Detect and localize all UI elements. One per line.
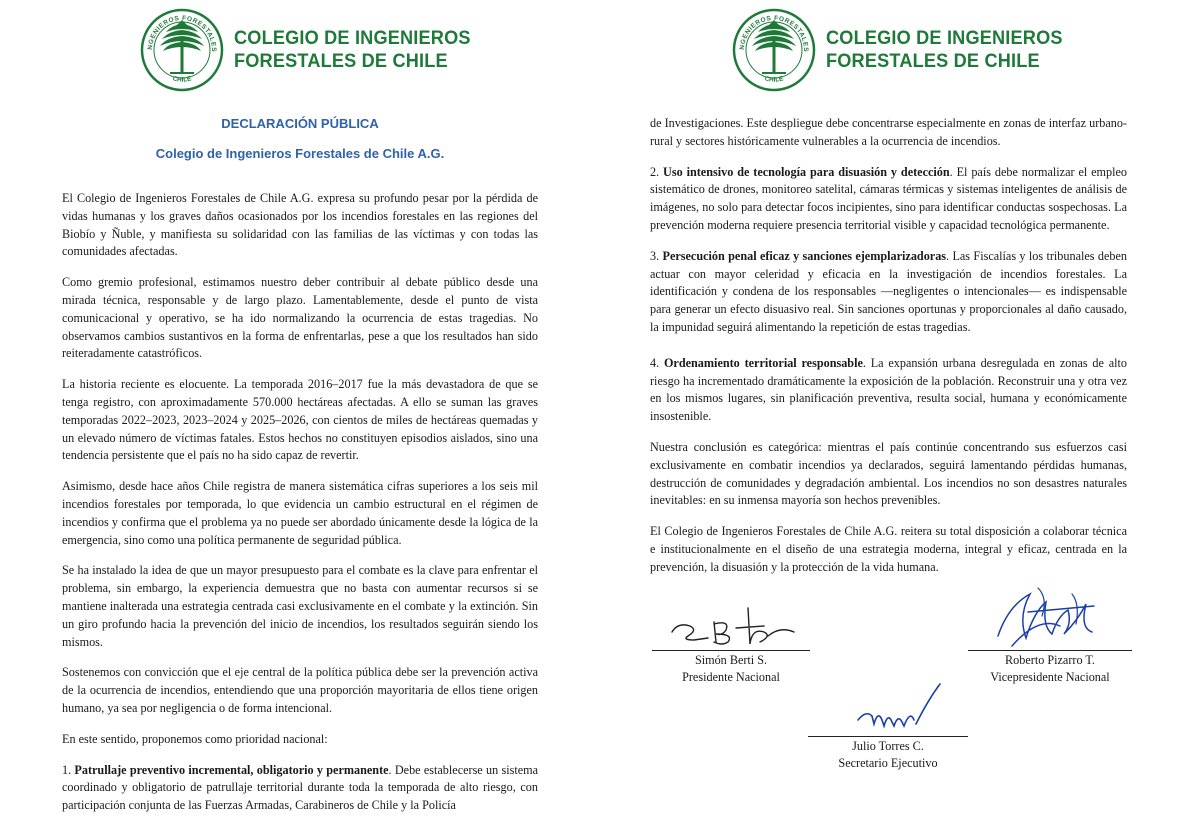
proposal-2: 2. Uso intensivo de tecnología para disuasión y detección. El país debe normalizar el empleo sistemático de drones, monitoreo satelital, cámaras térmicas y sistemas inteligentes de análisis de imágenes, no solo para detectar focos incipientes, sino para identificar conductas sospechosas. La prevención moderna requiere presencia territorial visible y capacidad tecnológica permanente. [650,164,1128,232]
signatory-role: Secretario Ejecutivo [838,756,938,770]
paragraph: El Colegio de Ingenieros Forestales de Chile A.G. expresa su profundo pesar por la pérdida de vidas humanas y los graves daños ocasionados por los incendios forestales en las regiones del Biobío y Ñuble, y manifiesta su solidaridad con las familias de las víctimas y con todas las comunidades afectadas. [62,191,538,259]
conclusion-paragraph: El Colegio de Ingenieros Forestales de Chile A.G. reitera su total disposición a colaborar técnica e institucionalmente en el diseño de una estrategia moderna, integral y eficaz, centrada en la prevención, la disuasión y la protección de la vida humana. [650,524,1127,574]
college-seal-logo [140,8,224,92]
proposal-heading: Persecución penal eficaz y sanciones ejemplarizadoras [662,248,947,263]
signatory-role: Vicepresidente Nacional [990,670,1110,684]
page-right [600,0,1200,830]
org-name-line1: COLEGIO DE INGENIEROS [234,27,471,49]
svg-text:INGENIEROS FORESTALES: NGENIEROS FORESTALES [146,14,218,53]
org-name [826,27,1063,73]
signature-block-president [652,650,810,686]
paragraph: En este sentido, proponemos como prioridad nacional: [62,731,328,746]
signature-line [652,650,810,651]
signature-block-vicepresident [968,650,1132,686]
proposal-heading: Uso intensivo de tecnología para disuasión y detección [663,164,950,179]
signatory-name: Simón Berti S. [694,653,768,667]
svg-text:CHILE: CHILE [171,75,193,84]
paragraph: Asimismo, desde hace años Chile registra de manera sistemática cifras superiores a los seis mil incendios forestales por temporada, lo que evidencia un cambio estructural en el régimen de incendios y confirma que el problema ya no puede ser abordado únicamente desde la lógica de la emergencia, sino como una política permanente de seguridad pública. [62,479,538,547]
proposal-heading: Ordenamiento territorial responsable [663,355,863,370]
paragraph: Sostenemos con convicción que el eje central de la política pública debe ser la prevención activa de la ocurrencia de incendios, entendiendo que una proporción mayoritaria de ellos tiene origen humano, ya sea por negligencia o de forma intencional. [62,665,538,715]
letterhead [732,8,1080,92]
proposal-3: 3. Persecución penal eficaz y sanciones ejemplarizadoras. Las Fiscalías y los tribunales deben actuar con mayor celeridad y eficacia en la investigación de incendios forestales. La identificación y condena de los responsables —negligentes o intencionales— es indispensable para generar un efecto disuasivo real. Sin sanciones oportunas y proporcionales al daño causado, la impunidad seguirá alimentando la repetición de estas tragedias. [650,248,1127,334]
org-name-line2: FORESTALES DE CHILE [826,50,1040,72]
proposal-1: 1. Patrullaje preventivo incremental, obligatorio y permanente. Debe establecerse un sistema coordinado y obligatorio de patrullaje territorial durante toda la temporada de alto riesgo, con participación conjunta de las Fuerzas Armadas, Carabineros de Chile y la Policía [62,762,539,813]
paragraph: Como gremio profesional, estimamos nuestro deber contribuir al debate público desde una mirada técnica, responsable y de largo plazo. Lamentablemente, desde el punto de vista comunicacional y operativo, se ha ido normalizando la ocurrencia de estas tragedias. No observamos cambios sustantivos en la forma de enfrentarlas, pese a que los resultados han sido reiteradamente catastróficos. [62,275,538,361]
letterhead [140,8,488,92]
proposal-heading: Patrullaje preventivo incremental, obligatorio y permanente [74,762,389,777]
org-name-line1: COLEGIO DE INGENIEROS [826,27,1063,49]
org-name [234,27,471,73]
conclusion-paragraph: Nuestra conclusión es categórica: mientras el país continúe concentrando sus esfuerzos casi exclusivamente en combatir incendios ya declarados, seguirá lamentando pérdidas humanas, destrucción de comunidades y degradación ambiental. Los incendios no son desastres naturales inevitables: en su inmensa mayoría son hechos prevenibles. [650,439,1127,508]
declaration-title: DECLARACIÓN PÚBLICA [221,116,379,131]
handwritten-signature [968,576,1138,656]
proposal-1-continued: de Investigaciones. Este despliegue debe concentrarse especialmente en zonas de interfaz urbano-rural y sectores históricamente vulnerables a la ocurrencia de incendios. [650,116,1127,148]
declaration-subtitle: Colegio de Ingenieros Forestales de Chile A.G. [155,146,445,161]
handwritten-signature [664,598,804,650]
paragraph: La historia reciente es elocuente. La temporada 2016–2017 fue la más devastadora de que se tenga registro, con aproximadamente 570.000 hectáreas afectadas. A ello se suman las graves temporadas 2022–2023, 2023–2024 y 2025–2026, con cientos de miles de hectáreas quemadas y un elevado número de víctimas fatales. Estos hechos no constituyen episodios aislados, sino una tendencia persistente que el país no ha sido capaz de revertir. [62,377,538,463]
body-text-left [62,190,538,828]
org-name-line2: FORESTALES DE CHILE [234,50,448,72]
paragraph: Se ha instalado la idea de que un mayor presupuesto para el combate es la clave para enfrentar el problema, sin embargo, la experiencia demuestra que no basta con aumentar recursos si se mantiene inalterada una estrategia centrada casi exclusivamente en el combate y la extinción. Sin un giro profundo hacia la prevención del inicio de incendios, los resultados seguirán siendo los mismos. [62,563,538,649]
proposal-4: 4. Ordenamiento territorial responsable. La expansión urbana desregulada en zonas de alto riesgo ha incrementado dramáticamente la exposición de la población. Reconstruir una y otra vez en los mismos lugares, sin planificación preventiva, resulta social, humana y económicamente insostenible. [650,355,1127,424]
svg-text:CHILE: CHILE [763,75,785,84]
handwritten-signature [852,680,952,738]
body-text-right [650,115,1127,590]
signatory-role: Presidente Nacional [682,670,780,684]
signatory-name: Julio Torres C. [852,739,924,753]
signatory-name: Roberto Pizarro T. [1005,653,1095,667]
signature-block-secretary [808,736,968,772]
svg-text:INGENIEROS FORESTALES: NGENIEROS FORESTALES [738,14,810,53]
college-seal-logo [732,8,816,92]
